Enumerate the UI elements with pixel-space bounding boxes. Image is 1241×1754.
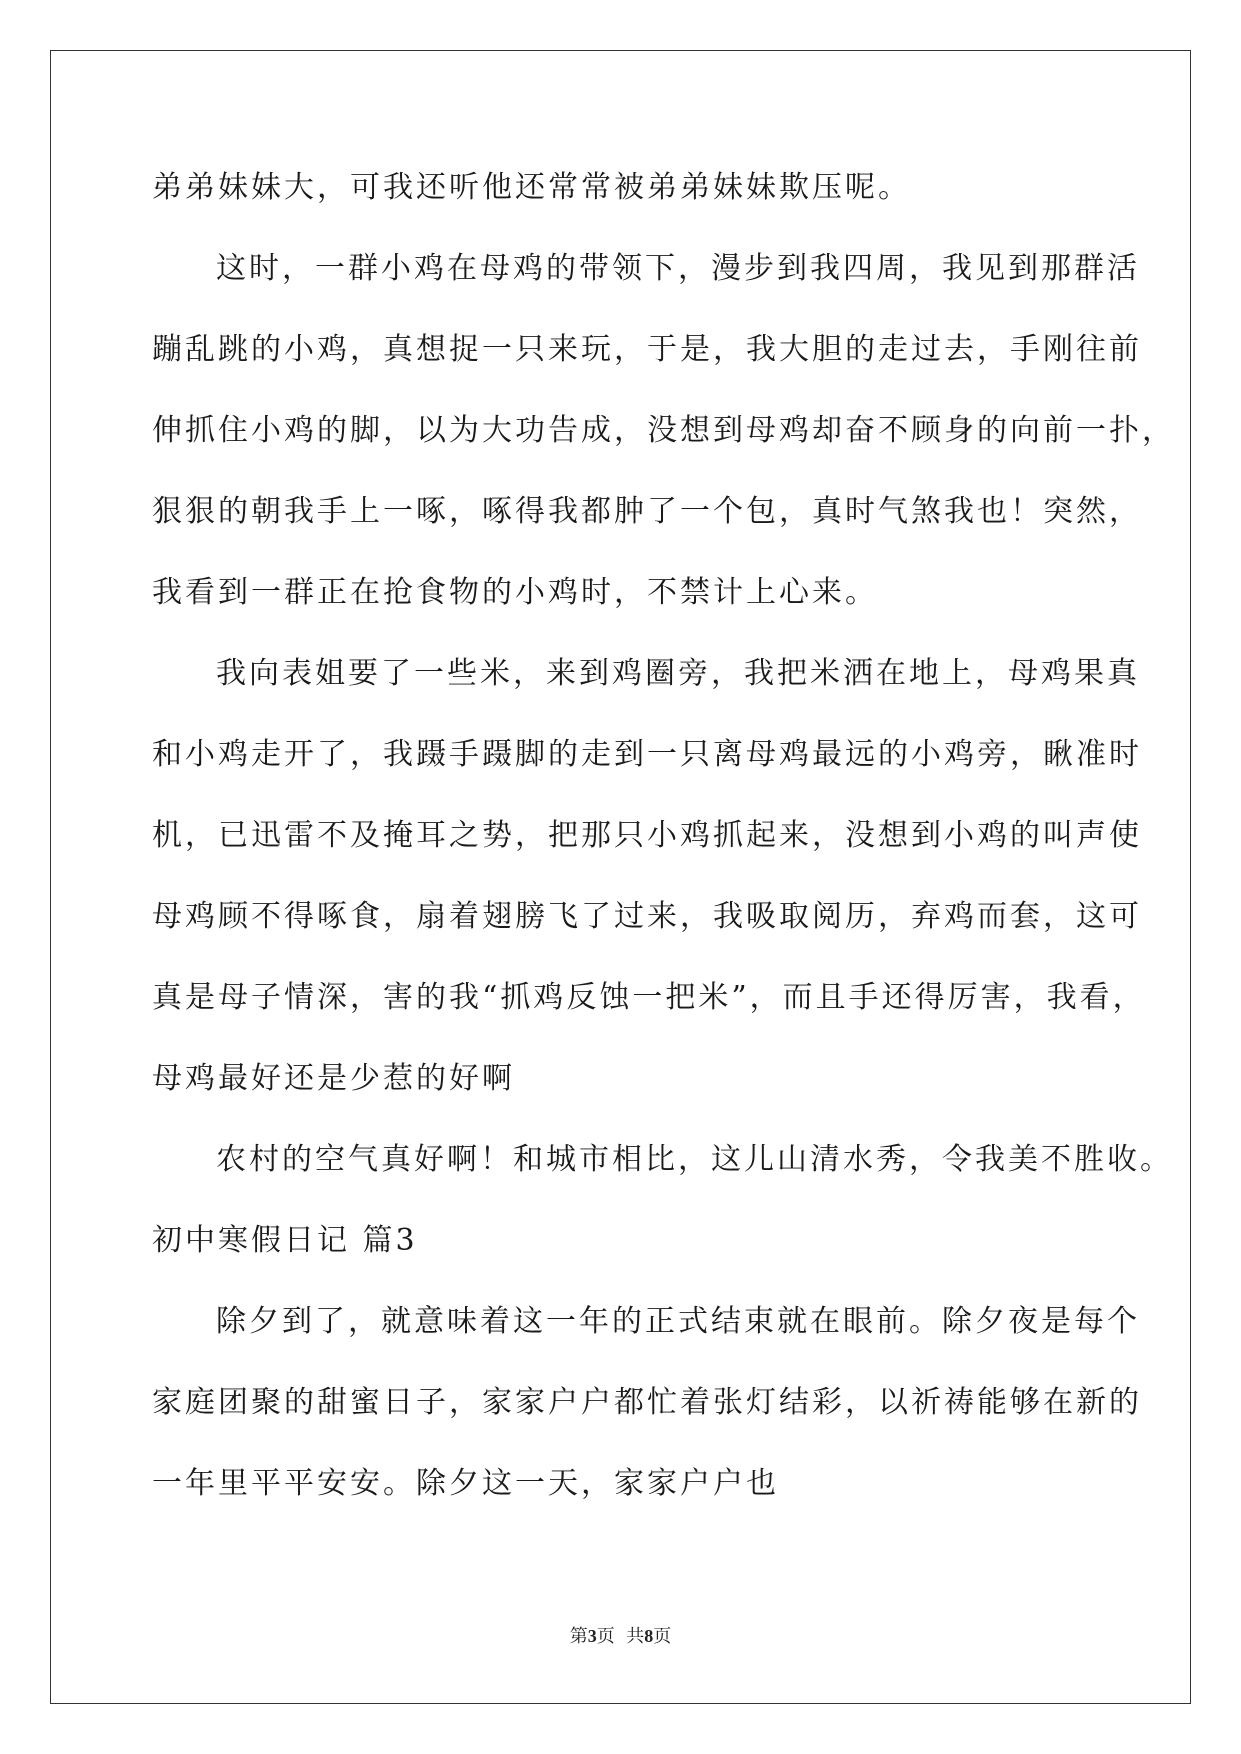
current-page-number: 3: [587, 1626, 597, 1646]
text-line: 母鸡最好还是少惹的好啊: [152, 1061, 515, 1096]
text-line: 和小鸡走开了，我蹑手蹑脚的走到一只离母鸡最远的小鸡旁，瞅准时: [152, 737, 1142, 772]
paragraph-start-line: 这时，一群小鸡在母鸡的带领下，漫步到我四周，我见到那群活: [216, 251, 1140, 286]
footer-middle: 页 共: [596, 1626, 645, 1647]
text-line: 弟弟妹妹大，可我还听他还常常被弟弟妹妹欺压呢。: [152, 170, 911, 205]
paragraph-start-line: 除夕到了，就意味着这一年的正式结束就在眼前。除夕夜是每个: [216, 1304, 1140, 1339]
section-heading: 初中寒假日记 篇3: [152, 1223, 418, 1258]
text-line: 家庭团聚的甜蜜日子，家家户户都忙着张灯结彩，以祈祷能够在新的: [152, 1385, 1142, 1420]
footer-prefix: 第: [569, 1626, 588, 1647]
text-line: 真是母子情深，害的我“抓鸡反蚀一把米”，而且手还得厉害，我看，: [152, 980, 1146, 1015]
text-line: 我看到一群正在抢食物的小鸡时，不禁计上心来。: [152, 575, 878, 610]
text-line: 机，已迅雷不及掩耳之势，把那只小鸡抓起来，没想到小鸡的叫声使: [152, 818, 1142, 853]
text-line: 母鸡顾不得啄食，扇着翅膀飞了过来，我吸取阅历，弃鸡而套，这可: [152, 899, 1142, 934]
text-line: 蹦乱跳的小鸡，真想捉一只来玩，于是，我大胆的走过去，手刚往前: [152, 332, 1142, 367]
text-line: 狠狠的朝我手上一啄，啄得我都肿了一个包，真时气煞我也！突然，: [152, 494, 1142, 529]
total-pages-number: 8: [644, 1626, 654, 1646]
paragraph-start-line: 农村的空气真好啊！和城市相比，这儿山清水秀，令我美不胜收。: [216, 1142, 1173, 1177]
page-footer: [0, 1622, 1241, 1648]
paragraph-start-line: 我向表姐要了一些米，来到鸡圈旁，我把米洒在地上，母鸡果真: [216, 656, 1140, 691]
text-line: 伸抓住小鸡的脚，以为大功告成，没想到母鸡却奋不顾身的向前一扑，: [152, 413, 1175, 448]
document-body: [152, 160, 1175, 1537]
text-line: 一年里平平安安。除夕这一天，家家户户也: [152, 1466, 779, 1501]
footer-suffix: 页: [653, 1626, 672, 1647]
